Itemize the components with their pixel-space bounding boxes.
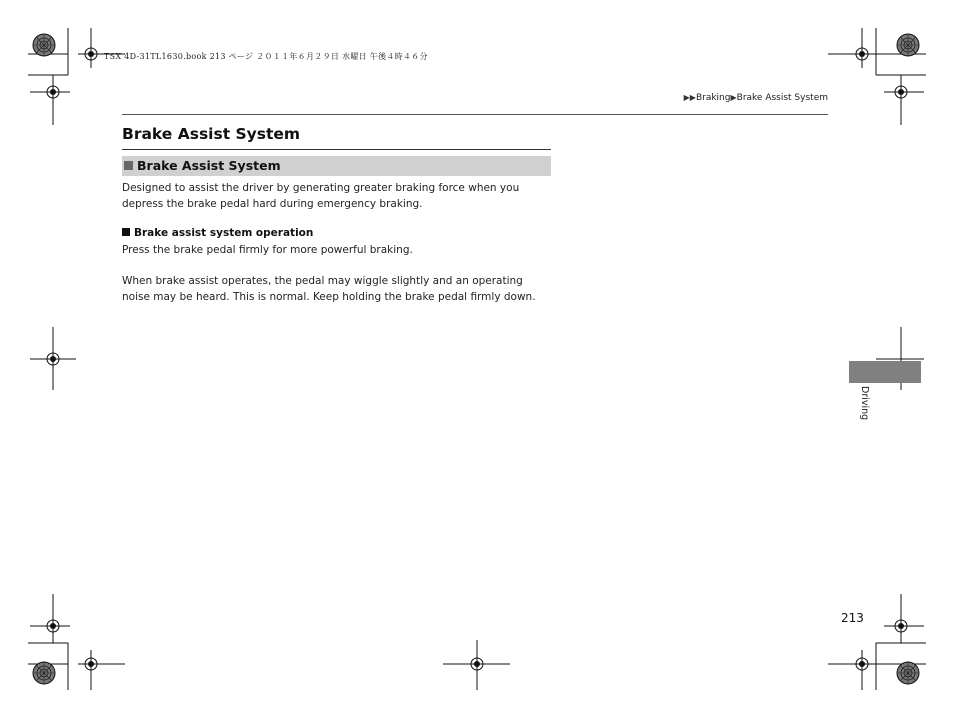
section-heading: Brake Assist System [137,158,281,173]
breadcrumb-separator-icon: ▶ [730,93,737,102]
section-square-icon [124,161,133,170]
subsection-heading-label: Brake assist system operation [134,227,314,239]
chapter-side-tab[interactable] [849,361,921,383]
chapter-side-label: Driving [859,386,870,421]
title-divider [122,149,551,150]
note-paragraph: When brake assist operates, the pedal may wiggle slightly and an operating noise may be heard. This is normal. Keep holding the brake pedal firmly down. [122,275,536,303]
page-title: Brake Assist System [122,125,301,143]
header-divider [122,114,828,115]
breadcrumb [684,93,828,103]
breadcrumb-arrow-icon: ▶▶ [683,93,696,102]
page-number: 213 [841,611,864,625]
section-heading-bar [122,156,551,176]
subsection-square-icon [122,228,130,236]
file-info: TSX 4D-31TL1630.book 213 ページ ２０１１年６月２９日 水曜日 午後４時４６分 [104,52,428,61]
intro-paragraph: Designed to assist the driver by generating greater braking force when you depress the brake pedal hard during emergency braking. [122,182,520,210]
subsection-heading [122,227,313,239]
operation-paragraph: Press the brake pedal firmly for more powerful braking. [122,244,413,256]
breadcrumb-parent[interactable]: Braking [695,93,731,103]
breadcrumb-current: Brake Assist System [736,93,828,103]
